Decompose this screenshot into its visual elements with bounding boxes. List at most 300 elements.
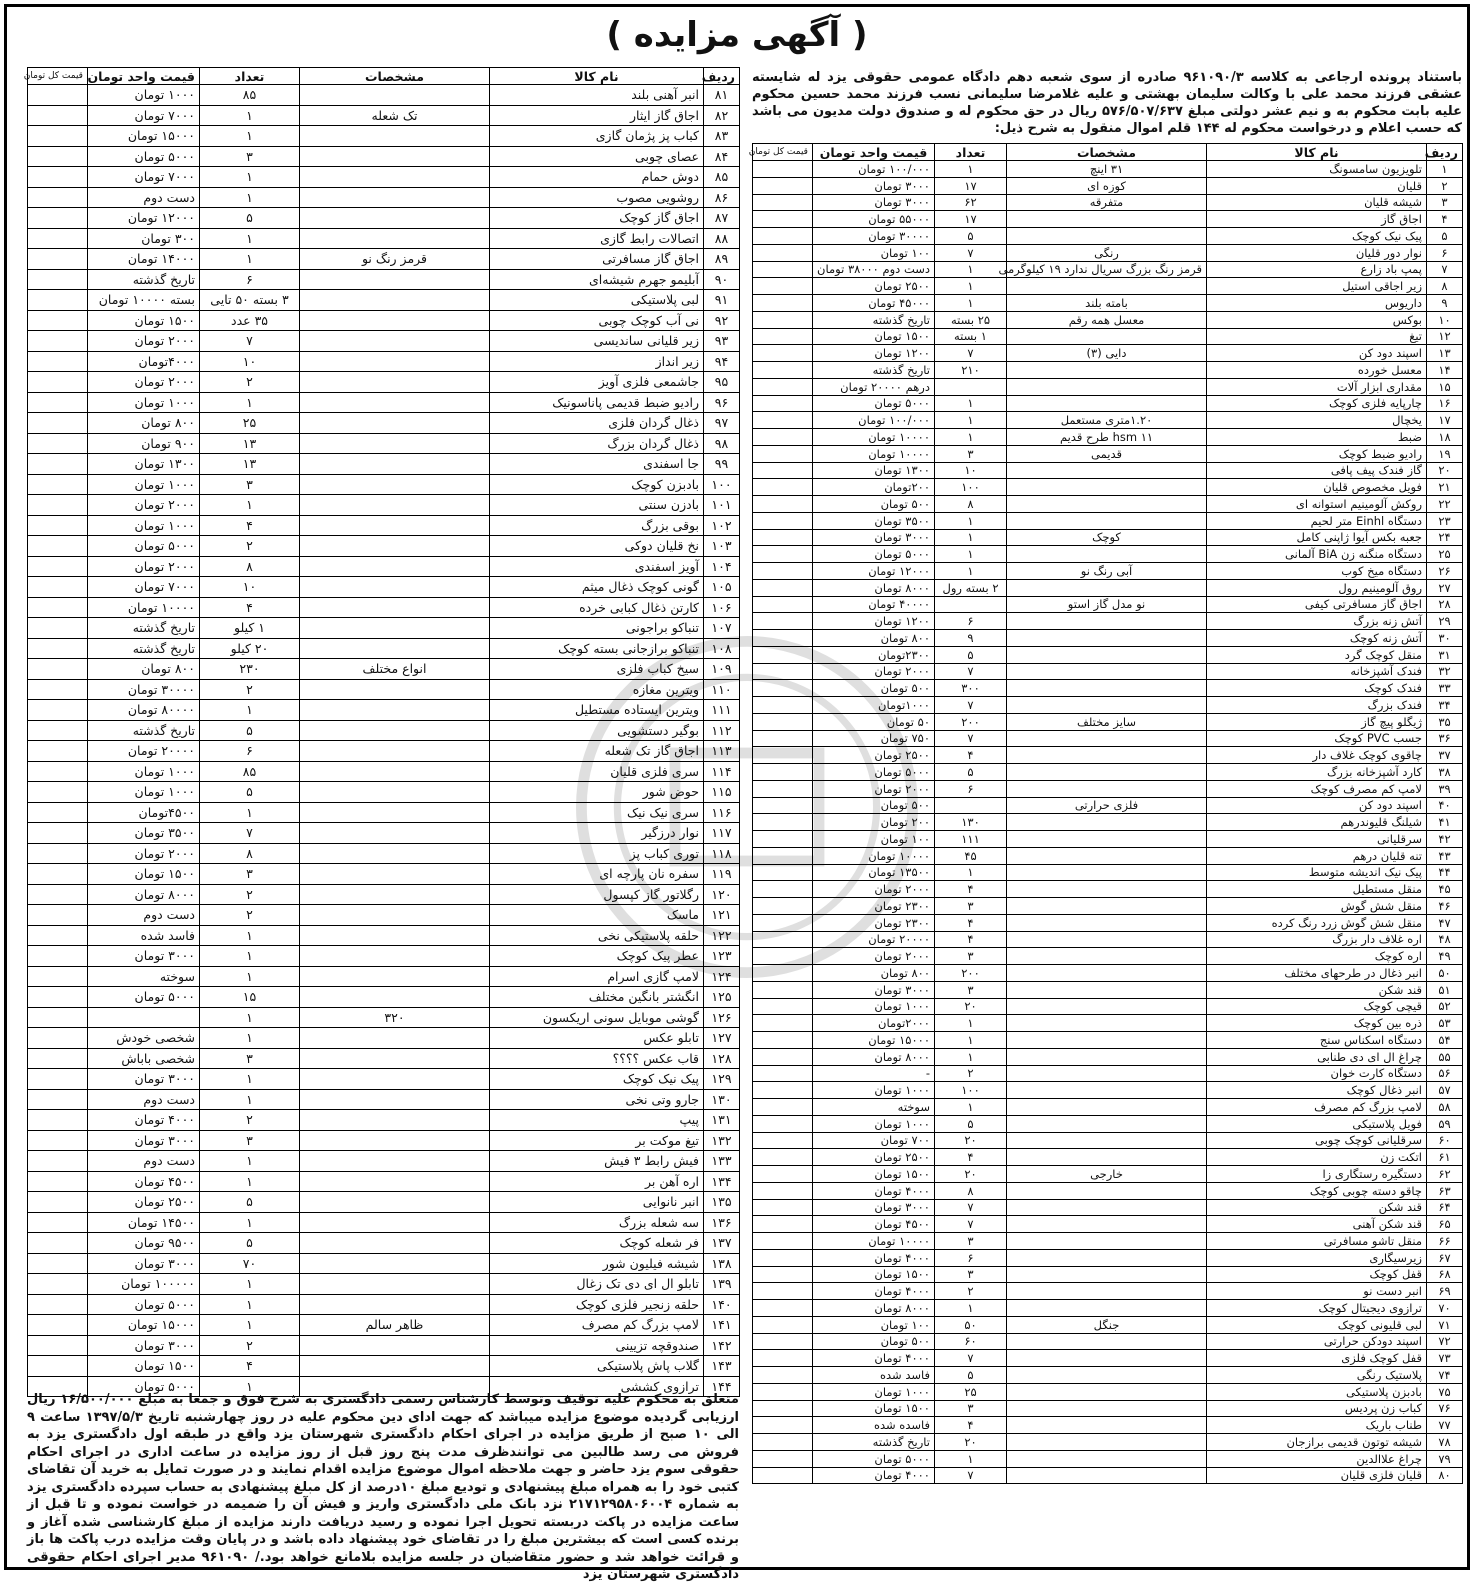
table-row [28, 1356, 740, 1377]
row-number-cell: ۱۴۳ [704, 1356, 740, 1377]
unit-price-cell: ۳۰۰۰ تومان [813, 529, 935, 546]
total-cell [28, 1069, 88, 1090]
row-number-cell: ۷۲ [1427, 1333, 1463, 1350]
item-name-cell: انگشتر بانگین مختلف [490, 987, 704, 1008]
qty-cell: ۳ [200, 1130, 300, 1151]
qty-cell: ۱ بسته [935, 328, 1007, 345]
total-cell [28, 987, 88, 1008]
unit-price-cell: سوخته [813, 1099, 935, 1116]
qty-cell: ۲۰ [935, 1434, 1007, 1451]
row-number-cell: ۸۹ [704, 249, 740, 270]
qty-cell: ۵ [935, 1115, 1007, 1132]
row-number-cell: ۲۲ [1427, 496, 1463, 513]
qty-cell: ۱۱۱ [935, 831, 1007, 848]
table-row [28, 597, 740, 618]
item-name-cell: بادبزن پلاستیکی [1207, 1383, 1427, 1400]
spec-cell [1007, 1350, 1207, 1367]
qty-cell: ۷ [935, 663, 1007, 680]
spec-cell [300, 1274, 490, 1295]
row-number-cell: ۲۷ [1427, 579, 1463, 596]
table-row [753, 780, 1463, 797]
table-row [753, 278, 1463, 295]
unit-price-cell: فاسد شده [88, 925, 200, 946]
qty-cell: ۱ [935, 395, 1007, 412]
qty-cell: ۳ بسته ۵۰ تایی [200, 290, 300, 311]
spec-cell [300, 925, 490, 946]
item-name-cell: منقل شش گوش [1207, 898, 1427, 915]
qty-cell: ۲۰۰ [935, 965, 1007, 982]
table-row [28, 1048, 740, 1069]
qty-cell: ۱ [200, 1028, 300, 1049]
total-cell [28, 413, 88, 434]
qty-cell: ۱ [200, 187, 300, 208]
unit-price-cell: ۲۳۰۰تومان [813, 646, 935, 663]
spec-cell [300, 1048, 490, 1069]
spec-cell [1007, 864, 1207, 881]
spec-cell [300, 741, 490, 762]
qty-cell: ۳۵ عدد [200, 310, 300, 331]
item-name-cell: بوقی بزرگ [490, 515, 704, 536]
unit-price-cell: ۸۰۰ تومان [88, 413, 200, 434]
row-number-cell: ۹۳ [704, 331, 740, 352]
table-row [753, 1300, 1463, 1317]
row-number-cell: ۶۶ [1427, 1233, 1463, 1250]
table-row [753, 898, 1463, 915]
total-cell [753, 445, 813, 462]
item-name-cell: اره کوچک [1207, 948, 1427, 965]
total-cell [28, 495, 88, 516]
row-number-cell: ۱۴۱ [704, 1315, 740, 1336]
table-row [28, 679, 740, 700]
table-row [753, 1048, 1463, 1065]
row-number-cell: ۵۱ [1427, 981, 1463, 998]
unit-price-cell: ۸۰۰ تومان [88, 659, 200, 680]
table-row [753, 579, 1463, 596]
table-row [28, 105, 740, 126]
total-cell [753, 881, 813, 898]
row-number-cell: ۲۸ [1427, 596, 1463, 613]
unit-price-cell: ۱۰۰۰تومان [813, 697, 935, 714]
item-name-cell: فندک کوچک [1207, 680, 1427, 697]
qty-cell: ۳ [935, 1233, 1007, 1250]
unit-price-cell: ۱۵۰۰ تومان [88, 310, 200, 331]
item-name-cell: زیرسیگاری [1207, 1249, 1427, 1266]
total-cell [753, 1032, 813, 1049]
item-name-cell: ترازوی کششی [490, 1376, 704, 1397]
qty-cell: ۱ [935, 1048, 1007, 1065]
item-name-cell: سری فلزی قلیان [490, 761, 704, 782]
unit-price-cell: ۸۰۰ تومان [813, 965, 935, 982]
unit-price-cell: ۵۰۰۰ تومان [88, 987, 200, 1008]
table-row [753, 362, 1463, 379]
table-row [28, 1335, 740, 1356]
header-item-name: نام کالا [490, 68, 704, 85]
table-row [28, 187, 740, 208]
total-cell [28, 761, 88, 782]
total-cell [28, 1253, 88, 1274]
qty-cell: ۳ [935, 1266, 1007, 1283]
item-name-cell: روق آلومینیم رول [1207, 579, 1427, 596]
unit-price-cell: تاریخ گذشته [813, 1434, 935, 1451]
table-row [28, 618, 740, 639]
spec-cell [1007, 730, 1207, 747]
table-row [753, 1467, 1463, 1484]
qty-cell: ۸ [200, 843, 300, 864]
spec-cell [1007, 1367, 1207, 1384]
spec-cell: ۱.۲۰متری مستعمل [1007, 412, 1207, 429]
item-name-cell: فیش رابط ۳ فیش [490, 1151, 704, 1172]
qty-cell: ۲۳۰ [200, 659, 300, 680]
item-name-cell: سرقلیانی [1207, 831, 1427, 848]
item-name-cell: آتش زنه کوچک [1207, 630, 1427, 647]
spec-cell [1007, 1383, 1207, 1400]
row-number-cell: ۷۵ [1427, 1383, 1463, 1400]
row-number-cell: ۲۱ [1427, 479, 1463, 496]
table-row [28, 987, 740, 1008]
header-spec: مشخصات [300, 68, 490, 85]
qty-cell: ۱ [200, 1212, 300, 1233]
total-cell [753, 931, 813, 948]
table-row [753, 462, 1463, 479]
unit-price-cell: ۸۰۰ تومان [813, 630, 935, 647]
total-cell [28, 741, 88, 762]
item-name-cell: طناب باریک [1207, 1417, 1427, 1434]
item-name-cell: سیخ کباب فلزی [490, 659, 704, 680]
qty-cell: ۲۰ [935, 1132, 1007, 1149]
table-row [753, 881, 1463, 898]
item-name-cell: جاشمعی فلزی آویز [490, 372, 704, 393]
item-name-cell: رادیو ضبط قدیمی پاناسونیک [490, 392, 704, 413]
total-cell [753, 764, 813, 781]
unit-price-cell: ۲۳۰۰ تومان [813, 898, 935, 915]
total-cell [753, 429, 813, 446]
item-name-cell: توری کباب پز [490, 843, 704, 864]
total-cell [753, 814, 813, 831]
table-row [753, 981, 1463, 998]
row-number-cell: ۲ [1427, 177, 1463, 194]
spec-cell [1007, 1283, 1207, 1300]
total-cell [753, 328, 813, 345]
item-name-cell: زیر قلیانی ساندیسی [490, 331, 704, 352]
item-name-cell: ویترین ایستاده مستطیل [490, 700, 704, 721]
item-name-cell: سرقلیانی کوچک چوبی [1207, 1132, 1427, 1149]
item-name-cell: بادبزن کوچک [490, 474, 704, 495]
total-cell [753, 546, 813, 563]
total-cell [753, 663, 813, 680]
spec-cell [300, 167, 490, 188]
qty-cell: ۱ [935, 161, 1007, 178]
header-total: قیمت کل تومان [753, 144, 813, 161]
unit-price-cell: ۱۰۰ تومان [813, 244, 935, 261]
spec-cell [300, 351, 490, 372]
total-cell [753, 831, 813, 848]
row-number-cell: ۱۱۸ [704, 843, 740, 864]
item-name-cell: چاقوی کوچک غلاف دار [1207, 747, 1427, 764]
unit-price-cell: دست دوم [88, 1151, 200, 1172]
total-cell [753, 1182, 813, 1199]
table-row [28, 536, 740, 557]
unit-price-cell: ۸۰۰۰ تومان [813, 1300, 935, 1317]
header-row-number: ردیف [1427, 144, 1463, 161]
spec-cell: معسل همه رقم [1007, 311, 1207, 328]
row-number-cell: ۹۰ [704, 269, 740, 290]
unit-price-cell: ۲۰۰۰ تومان [813, 663, 935, 680]
spec-cell: متفرقه [1007, 194, 1207, 211]
item-name-cell: گاز فندک پیف پافی [1207, 462, 1427, 479]
unit-price-cell: ۱۵۰۰۰ تومان [88, 1315, 200, 1336]
unit-price-cell: ۳۰۰۰۰ تومان [813, 228, 935, 245]
table-row [753, 931, 1463, 948]
row-number-cell: ۸۸ [704, 228, 740, 249]
spec-cell [300, 556, 490, 577]
row-number-cell: ۱۰۸ [704, 638, 740, 659]
unit-price-cell: ۳۰۰۰ تومان [813, 194, 935, 211]
item-name-cell: قیچی کوچک [1207, 998, 1427, 1015]
unit-price-cell: ۸۰۰۰ تومان [813, 1048, 935, 1065]
row-number-cell: ۱۲۰ [704, 884, 740, 905]
row-number-cell: ۱۳۲ [704, 1130, 740, 1151]
qty-cell: ۱ [200, 167, 300, 188]
qty-cell: ۴ [935, 914, 1007, 931]
qty-cell: ۲۱۰ [935, 362, 1007, 379]
unit-price-cell: بسته ۱۰۰۰۰ تومان [88, 290, 200, 311]
total-cell [28, 1356, 88, 1377]
total-cell [753, 730, 813, 747]
item-name-cell: منقل کوچک گرد [1207, 646, 1427, 663]
qty-cell: ۱ [935, 546, 1007, 563]
qty-cell: ۵ [935, 1367, 1007, 1384]
item-name-cell: رگلاتور گاز کپسول [490, 884, 704, 905]
qty-cell: ۱ [200, 1274, 300, 1295]
table-row [28, 474, 740, 495]
spec-cell [300, 618, 490, 639]
table-row [28, 1294, 740, 1315]
table-row [28, 1253, 740, 1274]
row-number-cell: ۶۹ [1427, 1283, 1463, 1300]
qty-cell: ۱ [200, 1151, 300, 1172]
item-name-cell: کباب پز پژمان گازی [490, 126, 704, 147]
table-row [28, 413, 740, 434]
qty-cell: ۴ [935, 1149, 1007, 1166]
total-cell [753, 161, 813, 178]
row-number-cell: ۴۹ [1427, 948, 1463, 965]
spec-cell [1007, 496, 1207, 513]
total-cell [28, 905, 88, 926]
unit-price-cell: ۳۰۰۰ تومان [813, 1199, 935, 1216]
spec-cell [300, 1171, 490, 1192]
qty-cell: ۵ [200, 782, 300, 803]
unit-price-cell: ۴۰۰۰ تومان [813, 1283, 935, 1300]
table-row [28, 720, 740, 741]
row-number-cell: ۶۰ [1427, 1132, 1463, 1149]
row-number-cell: ۸۵ [704, 167, 740, 188]
unit-price-cell: تاریخ گذشته [88, 618, 200, 639]
spec-cell: انواع مختلف [300, 659, 490, 680]
spec-cell [300, 187, 490, 208]
spec-cell [300, 495, 490, 516]
row-number-cell: ۱۷ [1427, 412, 1463, 429]
unit-price-cell: ۱۵۰۰۰ تومان [813, 1032, 935, 1049]
row-number-cell: ۱۳۳ [704, 1151, 740, 1172]
table-header-row [753, 144, 1463, 161]
spec-cell [300, 1253, 490, 1274]
qty-cell: ۱ [200, 1315, 300, 1336]
row-number-cell: ۳۸ [1427, 764, 1463, 781]
qty-cell: ۳ [200, 474, 300, 495]
unit-price-cell: ۴۰۰۰تومان [88, 351, 200, 372]
unit-price-cell: شخصی باباش [88, 1048, 200, 1069]
unit-price-cell: ۴۰۰۰۰ تومان [813, 596, 935, 613]
unit-price-cell: ۵۰۰ تومان [813, 1333, 935, 1350]
unit-price-cell: ۵۰۰۰ تومان [813, 764, 935, 781]
total-cell [753, 1216, 813, 1233]
row-number-cell: ۵۸ [1427, 1099, 1463, 1116]
row-number-cell: ۴۵ [1427, 881, 1463, 898]
qty-cell: ۶ [200, 269, 300, 290]
footer-paragraph: متعلق به محکوم علیه توقیف وتوسط کارشناس رسمی دادگستری به شرح فوق و جمعا به مبلغ ۱۶/۵۰۰/۰۰۰ ریال ارزیابی گردیده موضوع مزایده میباشد که جهت ادای دین محکوم علیه در روز چهارشنبه تاریخ ۱۳۹۷/۵/۳ ساعت ۹ الی ۱۰ صبح از طریق مزایده در اجرای احکام دادگستری شهرستان یزد واقع در طبقه اول دادگستری یزد به فروش می رسد طالبین می توانندظرف مدت پنج روز قبل از روز مزایده در ساعت اداری در اجرای احکام حقوقی سوم یزد حاضر و جهت ملاحظه اموال موضوع مزایده اقدام نمایند و در صورت تمایل به خرید آن تقاضای کتبی خود را به همراه مبلغ پیشنهادی و توديع مبلغ ۱۰درصد از کل مبلغ پیشنهادی به حساب سپرده دادگستری یزد به شماره ۲۱۷۱۲۹۵۸۰۶۰۰۴ نزد بانک ملی دادگستری واریز و فیش آن را ضمیمه در خواست نموده و تا قبل از ساعت مزایده در پاکت دربسته تحویل اجرا نموده و رسید دریافت دارند مزایده از مبلغ کارشناسی شده آغاز و برنده کسی است که بیشترین مبلغ را در تقاضای خود پیشنهاد داده باشد و در پایان وقت مزایده درب پاکت ها باز و قرائت خواهد شد و حضور متقاضیان در جلسه مزایده بلامانع خواهد بود./ ۹۶۱۰۹۰ مدیر اجرای احکام حقوقی دادگستری شهرستان یزد [27, 1392, 740, 1582]
spec-cell [1007, 1182, 1207, 1199]
row-number-cell: ۴۳ [1427, 847, 1463, 864]
table-row [28, 126, 740, 147]
row-number-cell: ۱۱۰ [704, 679, 740, 700]
qty-cell: ۳ [935, 981, 1007, 998]
total-cell [753, 646, 813, 663]
spec-cell [1007, 512, 1207, 529]
unit-price-cell: ۱۰۰۰۰۰ تومان [88, 1274, 200, 1295]
spec-cell [1007, 1333, 1207, 1350]
unit-price-cell: ۱۰۰۰ تومان [88, 392, 200, 413]
table-row [28, 823, 740, 844]
unit-price-cell: ۲۰۰۰ تومان [88, 372, 200, 393]
spec-cell [1007, 814, 1207, 831]
item-name-cell: شیشه قلیان [1207, 194, 1427, 211]
qty-cell: ۲ بسته رول [935, 579, 1007, 596]
total-cell [753, 529, 813, 546]
unit-price-cell: ۵۰۰۰ تومان [813, 546, 935, 563]
item-name-cell: بوگیر دستشویی [490, 720, 704, 741]
unit-price-cell: دست دوم [88, 1089, 200, 1110]
row-number-cell: ۱۴۴ [704, 1376, 740, 1397]
table-row [28, 741, 740, 762]
unit-price-cell: ۳۰۰۰ تومان [813, 981, 935, 998]
qty-cell: ۳ [935, 898, 1007, 915]
table-row [753, 1350, 1463, 1367]
qty-cell: ۱۳ [200, 454, 300, 475]
row-number-cell: ۴۰ [1427, 797, 1463, 814]
total-cell [28, 1048, 88, 1069]
table-row [28, 310, 740, 331]
header-item-name: نام کالا [1207, 144, 1427, 161]
spec-cell [1007, 747, 1207, 764]
unit-price-cell: ۲۰۰۰ تومان [88, 331, 200, 352]
item-name-cell: یخچال [1207, 412, 1427, 429]
item-name-cell: دستگاه Einhl متر لحیم [1207, 512, 1427, 529]
spec-cell [300, 269, 490, 290]
spec-cell [1007, 881, 1207, 898]
table-row [753, 563, 1463, 580]
table-row [753, 1082, 1463, 1099]
total-cell [28, 474, 88, 495]
unit-price-cell: ۲۵۰۰ تومان [813, 747, 935, 764]
unit-price-cell: ۱۰۰ تومان [813, 831, 935, 848]
total-cell [753, 1434, 813, 1451]
item-name-cell: لامپ گازی اسرام [490, 966, 704, 987]
item-name-cell: تنه قلیان درهم [1207, 847, 1427, 864]
spec-cell [1007, 831, 1207, 848]
row-number-cell: ۳۶ [1427, 730, 1463, 747]
spec-cell [300, 474, 490, 495]
total-cell [753, 1383, 813, 1400]
qty-cell: ۱۵ [200, 987, 300, 1008]
unit-price-cell: ۱۰۰۰۰ تومان [88, 597, 200, 618]
row-number-cell: ۴۷ [1427, 914, 1463, 931]
spec-cell [300, 679, 490, 700]
unit-price-cell: ۱۰۰۰ تومان [813, 1082, 935, 1099]
row-number-cell: ۷۳ [1427, 1350, 1463, 1367]
qty-cell: ۴۵ [935, 847, 1007, 864]
qty-cell [935, 596, 1007, 613]
spec-cell [300, 146, 490, 167]
unit-price-cell: سوخته [88, 966, 200, 987]
table-row [28, 577, 740, 598]
row-number-cell: ۶۵ [1427, 1216, 1463, 1233]
unit-price-cell: ۲۰۰۰۰ تومان [88, 741, 200, 762]
qty-cell: ۲ [935, 1283, 1007, 1300]
table-row [28, 331, 740, 352]
table-row [753, 395, 1463, 412]
table-row [753, 1333, 1463, 1350]
row-number-cell: ۱۰۵ [704, 577, 740, 598]
spec-cell [1007, 328, 1207, 345]
unit-price-cell: ۷۰۰۰ تومان [88, 167, 200, 188]
total-cell [753, 1283, 813, 1300]
row-number-cell: ۱۰۰ [704, 474, 740, 495]
spec-cell [300, 310, 490, 331]
qty-cell: ۱۰ [935, 462, 1007, 479]
row-number-cell: ۴ [1427, 211, 1463, 228]
total-cell [753, 914, 813, 931]
item-name-cell: حوض شور [490, 782, 704, 803]
unit-price-cell: ۵۰۰۰ تومان [813, 1450, 935, 1467]
row-number-cell: ۳۰ [1427, 630, 1463, 647]
item-name-cell: پیک نیک کوچک [1207, 228, 1427, 245]
spec-cell [1007, 646, 1207, 663]
unit-price-cell: ۳۵۰۰ تومان [813, 512, 935, 529]
unit-price-cell: ۱۵۰۰ تومان [88, 1356, 200, 1377]
item-name-cell: پیک نیک کوچک [490, 1069, 704, 1090]
table-row [753, 1249, 1463, 1266]
header-total: قیمت کل تومان [28, 68, 88, 85]
total-cell [28, 146, 88, 167]
item-name-cell: حلقه پلاستیکی نخی [490, 925, 704, 946]
unit-price-cell: ۴۰۰۰ تومان [813, 1467, 935, 1484]
row-number-cell: ۴۸ [1427, 931, 1463, 948]
qty-cell: ۵ [935, 764, 1007, 781]
unit-price-cell: ۲۵۰۰ تومان [88, 1192, 200, 1213]
total-cell [753, 780, 813, 797]
spec-cell [1007, 362, 1207, 379]
table-row [753, 1149, 1463, 1166]
table-row [753, 1283, 1463, 1300]
row-number-cell: ۱۲۸ [704, 1048, 740, 1069]
spec-cell: خارجی [1007, 1166, 1207, 1183]
item-name-cell: گلاب پاش پلاستیکی [490, 1356, 704, 1377]
spec-cell [300, 946, 490, 967]
table-row [753, 948, 1463, 965]
spec-cell [300, 1356, 490, 1377]
row-number-cell: ۸۲ [704, 105, 740, 126]
item-name-cell: منقل مستطیل [1207, 881, 1427, 898]
